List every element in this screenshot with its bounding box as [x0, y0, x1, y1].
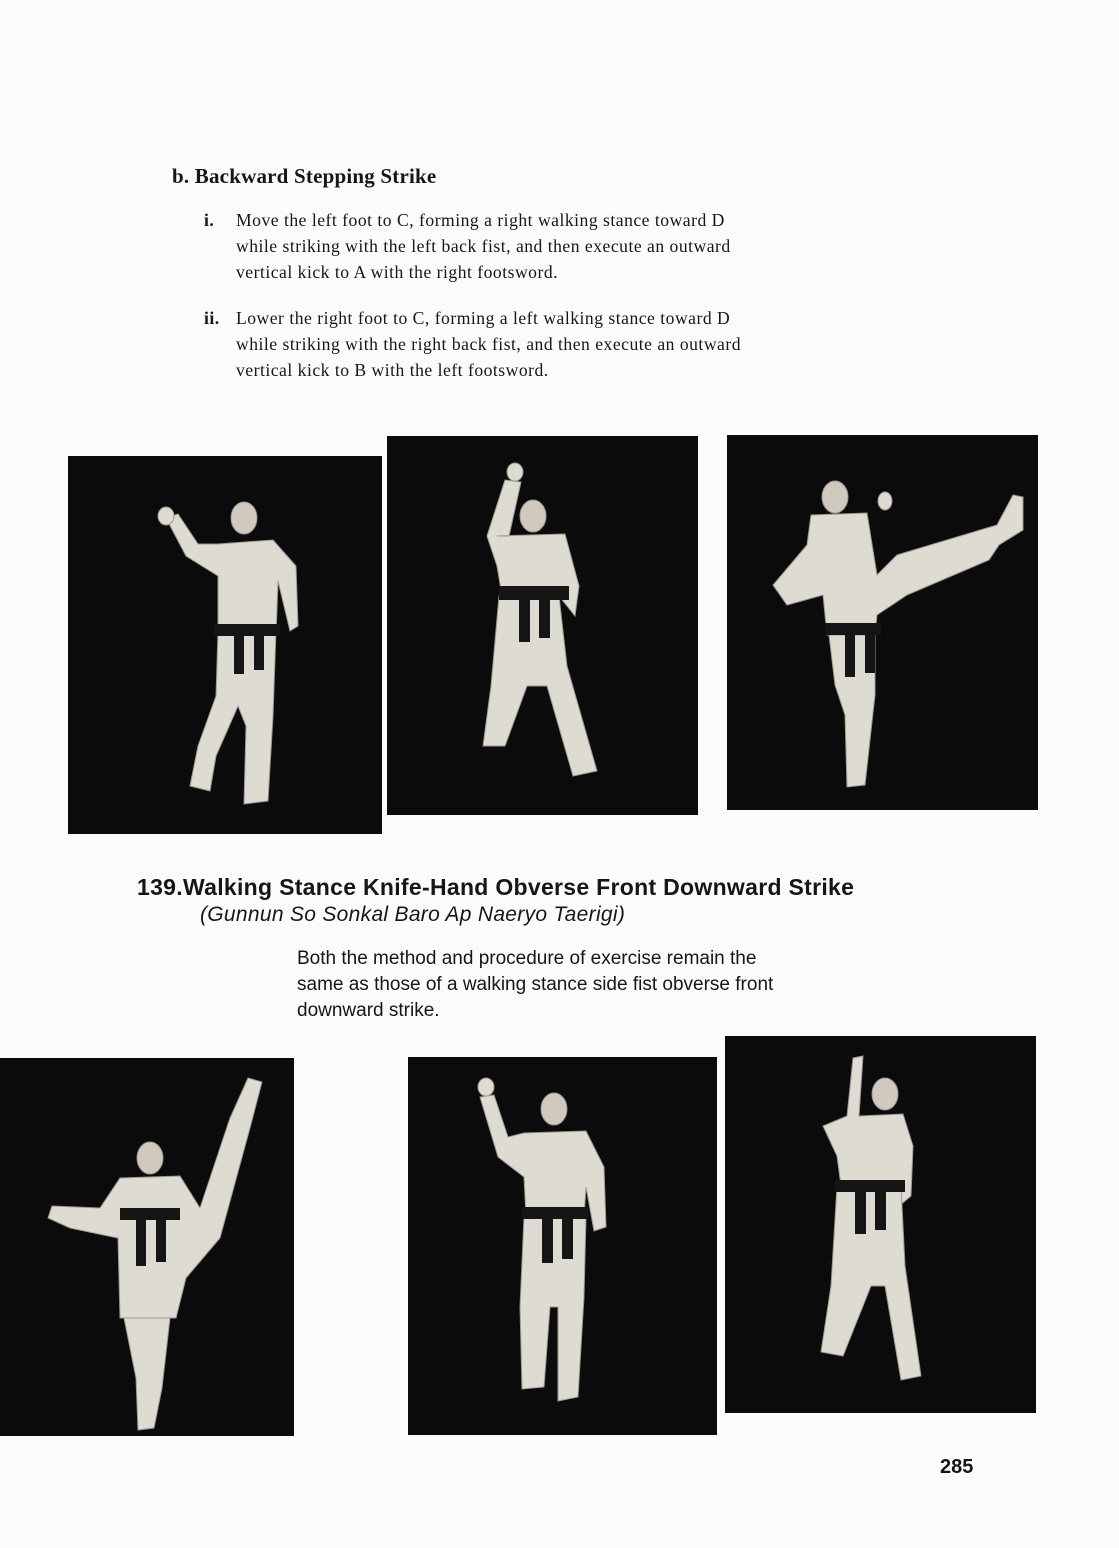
section-heading: b. Backward Stepping Strike [172, 164, 437, 188]
step-item [204, 207, 964, 285]
photo-walking-stance-back-fist-strike [387, 436, 698, 815]
photo-front-rising-kick [0, 1058, 294, 1436]
step-text-line: while striking with the left back fist, and then execute an outward [236, 236, 731, 256]
description-line: downward strike. [297, 1000, 440, 1021]
step-text-line: Lower the right foot to C, forming a left walking stance toward D [236, 308, 731, 328]
step-number: ii. [204, 308, 220, 328]
photo-outward-vertical-kick [727, 435, 1038, 810]
technique-title: 139.Walking Stance Knife-Hand Obverse Front Downward Strike [137, 874, 855, 900]
step-text-line: vertical kick to A with the right footsword. [236, 262, 559, 282]
step-number: i. [204, 210, 215, 230]
photo-knife-hand-downward-strike [725, 1036, 1036, 1413]
technique-description [297, 946, 917, 1024]
photo-walking-stance-back-fist-guard [68, 456, 382, 834]
technique-subtitle: (Gunnun So Sonkal Baro Ap Naeryo Taerigi) [200, 903, 626, 926]
description-line: Both the method and procedure of exercise remain the [297, 948, 757, 969]
photo-walking-stance-guard [408, 1057, 717, 1435]
step-text-line: while striking with the right back fist, and then execute an outward [236, 334, 741, 354]
step-text-line: vertical kick to B with the left footsword. [236, 360, 549, 380]
step-text-line: Move the left foot to C, forming a right walking stance toward D [236, 210, 725, 230]
description-line: same as those of a walking stance side fist obverse front [297, 974, 774, 995]
step-item [204, 305, 964, 383]
page-number: 285 [940, 1456, 974, 1478]
